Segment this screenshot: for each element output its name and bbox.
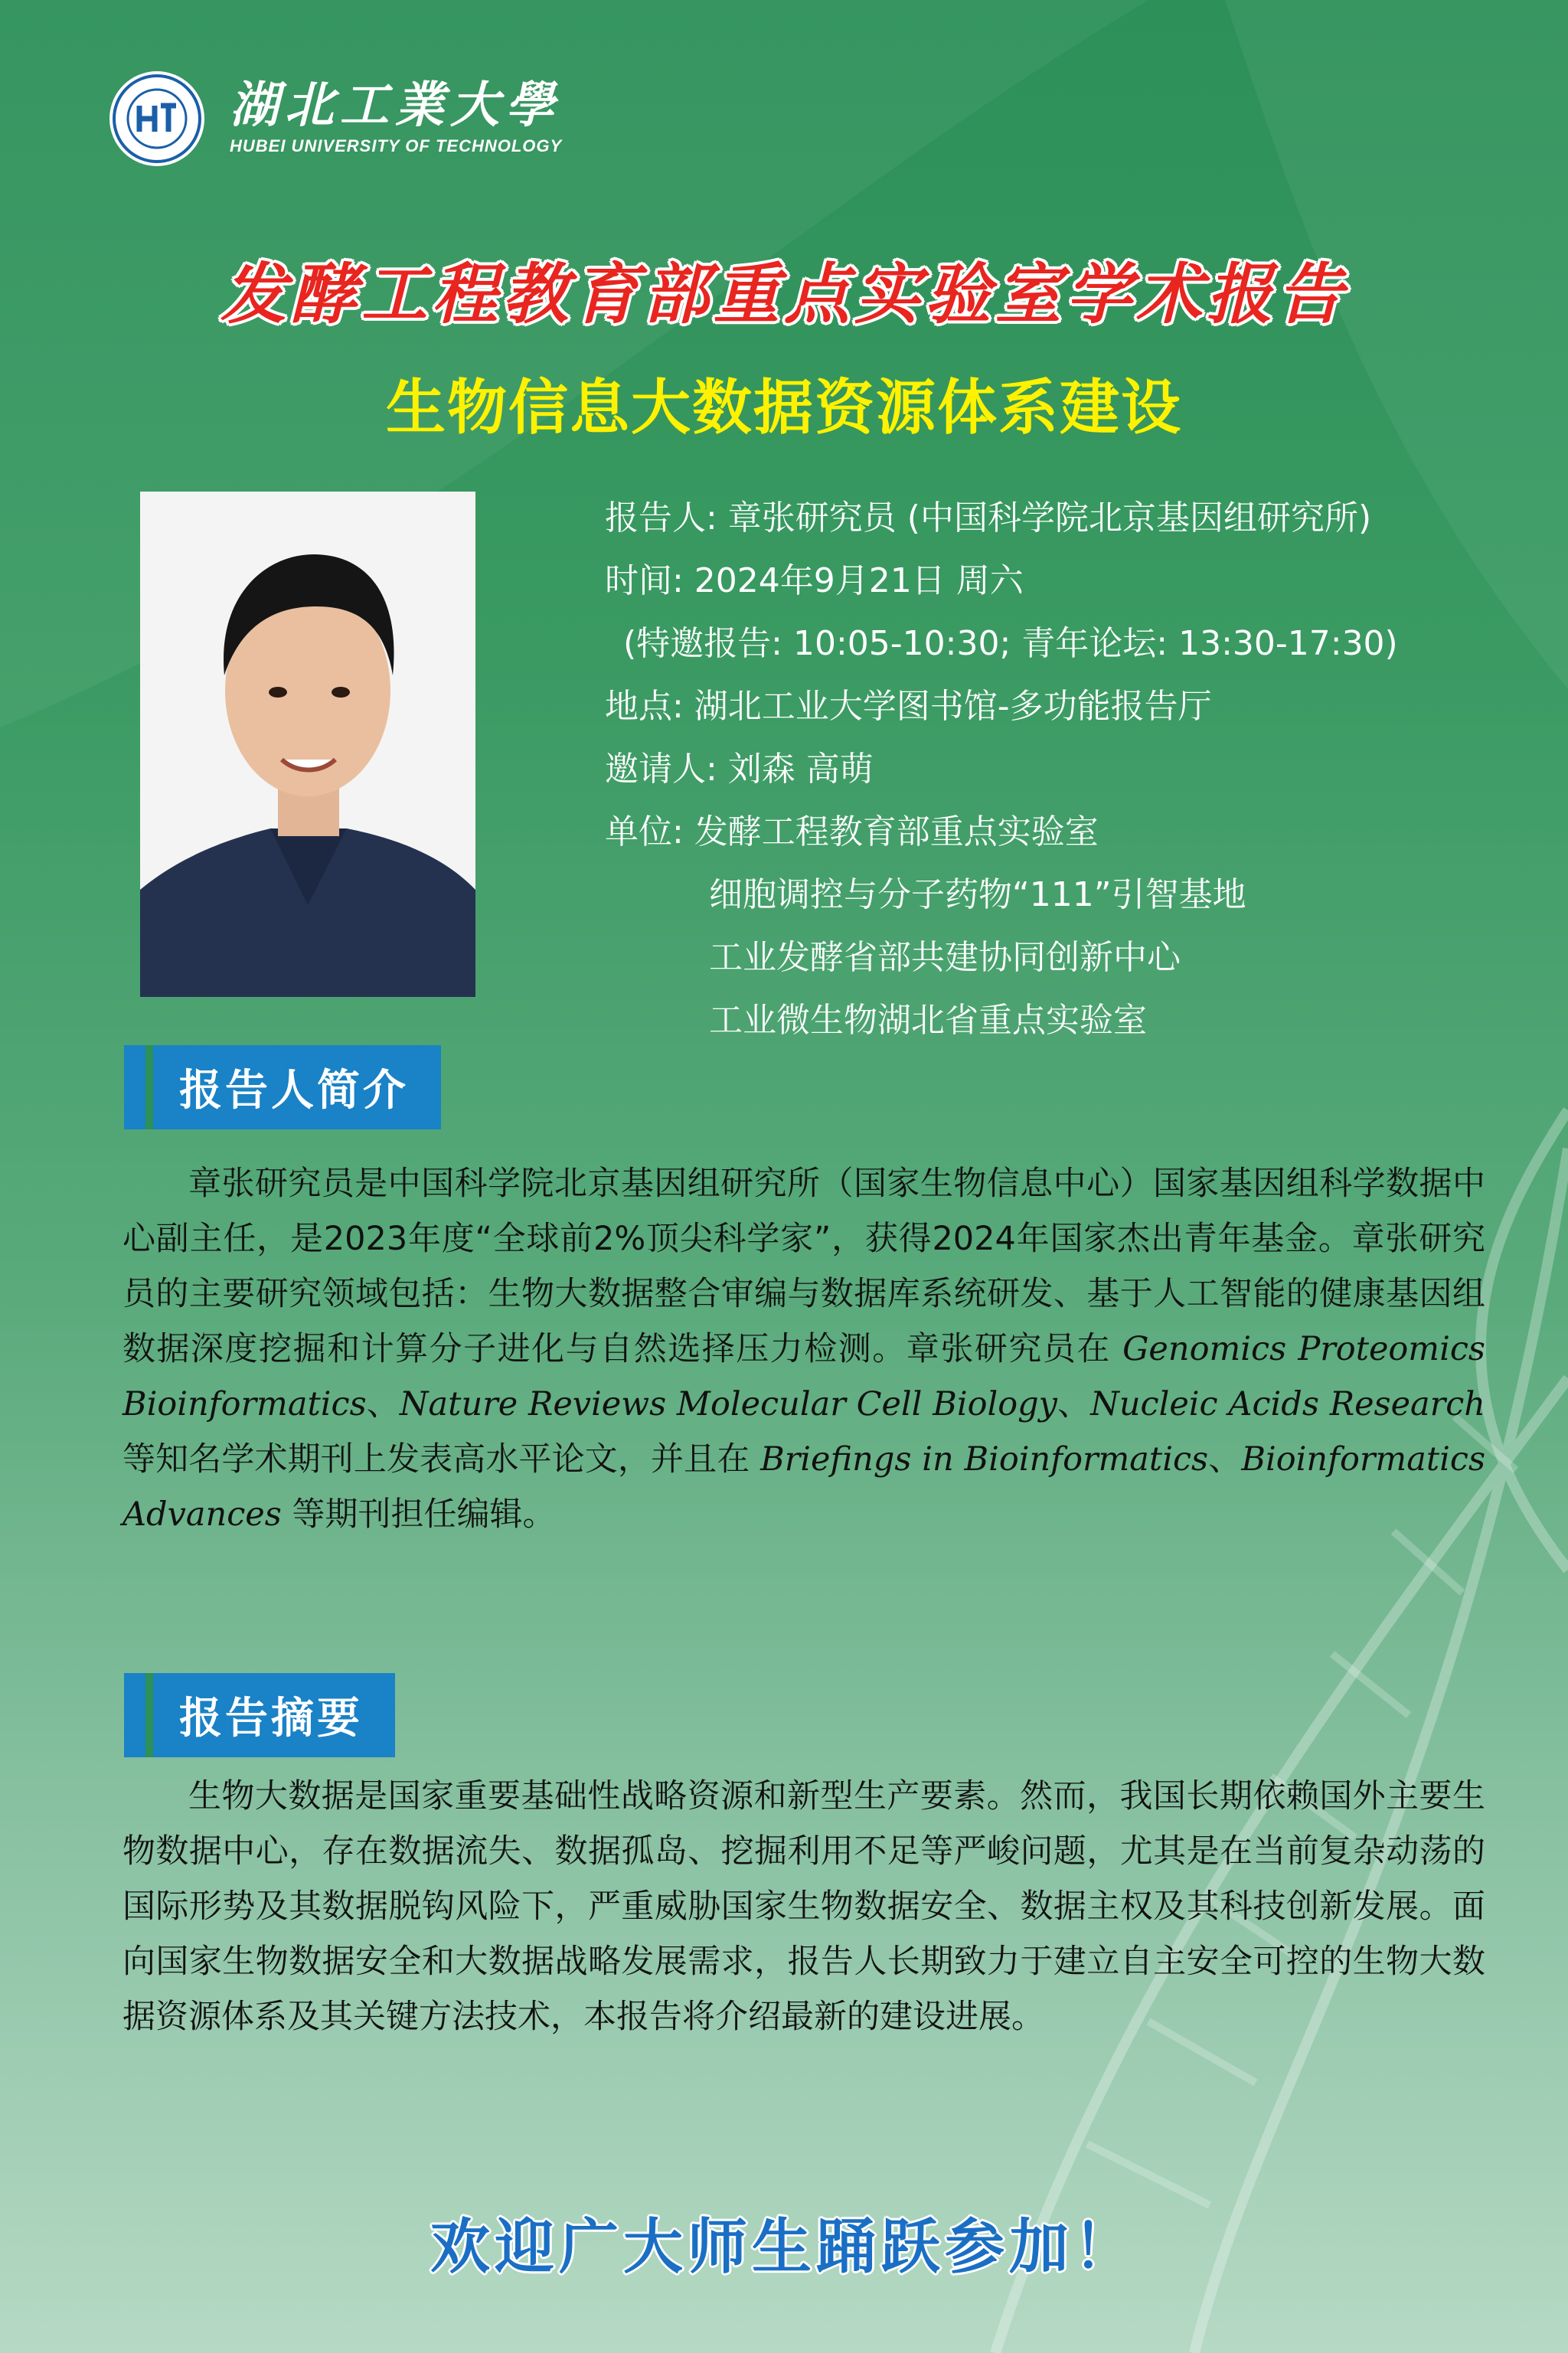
journal-name: Nature Reviews Molecular Cell Biology <box>399 1385 1057 1423</box>
bio-text: 等期刊担任编辑。 <box>281 1495 556 1534</box>
bio-heading <box>124 1045 441 1129</box>
bio-text: 、 <box>1057 1385 1091 1423</box>
bio-text: 等知名学术期刊上发表高水平论文，并且在 <box>122 1440 761 1479</box>
journal-name: Bioinformatics Advances <box>122 1440 1486 1534</box>
unit-line: 细胞调控与分子药物“111”引智基地 <box>709 875 1246 914</box>
bio-heading-label: 报告人简介 <box>179 1066 409 1116</box>
journal-name: Genomics Proteomics Bioinformatics <box>122 1330 1485 1423</box>
welcome-footer: 欢迎广大师生踊跃参加！ <box>430 2213 1138 2282</box>
unit-line: 单位: 发酵工程教育部重点实验室 <box>605 812 1099 851</box>
bio-paragraph <box>122 1156 1485 1542</box>
speaker-line: 报告人: 章张研究员 (中国科学院北京基因组研究所) <box>605 498 1372 538</box>
abstract-paragraph: 生物大数据是国家重要基础性战略资源和新型生产要素。然而，我国长期依赖国外主要生物数据中心，存在数据流失、数据孤岛、挖掘利用不足等严峻问题，尤其是在当前复杂动荡的国际形势及其数据脱钩风险下，严重威胁国家生物数据安全、数据主权及其科技创新发展。面向国家生物数据安全和大数据战略发展需求，报告人长期致力于建立自主安全可控的生物大数据资源体系及其关键方法技术，本报告将介绍最新的建设进展。 <box>122 1777 1485 2036</box>
abstract-heading <box>124 1673 395 1757</box>
bio-text: 章张研究员是中国科学院北京基因组研究所（国家生物信息中心）国家基因组科学数据中心副主任，是2023年度“全球前2%顶尖科学家”，获得2024年国家杰出青年基金。章张研究员的主要研究领域包括：生物大数据整合审编与数据库系统研发、基于人工智能的健康基因组数据深度挖掘和计算分子进化与自然选择压力检测。章张研究员在 <box>122 1165 1485 1368</box>
unit-line: 工业发酵省部共建协同创新中心 <box>709 938 1181 977</box>
bio-text: 、 <box>366 1385 400 1423</box>
inviter-line: 邀请人: 刘森 高萌 <box>605 750 874 789</box>
university-name-en: HUBEI UNIVERSITY OF TECHNOLOGY <box>230 136 563 155</box>
unit-line: 工业微生物湖北省重点实验室 <box>709 1001 1147 1040</box>
journal-name: Nucleic Acids Research <box>1090 1385 1486 1423</box>
poster-title: 发酵工程教育部重点实验室学术报告 <box>220 257 1348 333</box>
time-detail-line: (特邀报告: 10:05-10:30; 青年论坛: 13:30-17:30) <box>623 624 1398 663</box>
university-logo <box>107 69 562 168</box>
university-emblem-icon <box>107 69 207 168</box>
event-info <box>605 487 1398 1052</box>
place-line: 地点: 湖北工业大学图书馆-多功能报告厅 <box>605 687 1212 726</box>
university-name-cn: 湖北工業大學 <box>230 77 560 134</box>
bio-text: 、 <box>1208 1440 1242 1479</box>
talk-title: 生物信息大数据资源体系建设 <box>385 374 1182 443</box>
speaker-photo <box>140 492 475 997</box>
journal-name: Briefings in Bioinformatics <box>760 1440 1209 1479</box>
abstract-heading-label: 报告摘要 <box>179 1694 363 1744</box>
time-line: 时间: 2024年9月21日 周六 <box>605 561 1024 600</box>
